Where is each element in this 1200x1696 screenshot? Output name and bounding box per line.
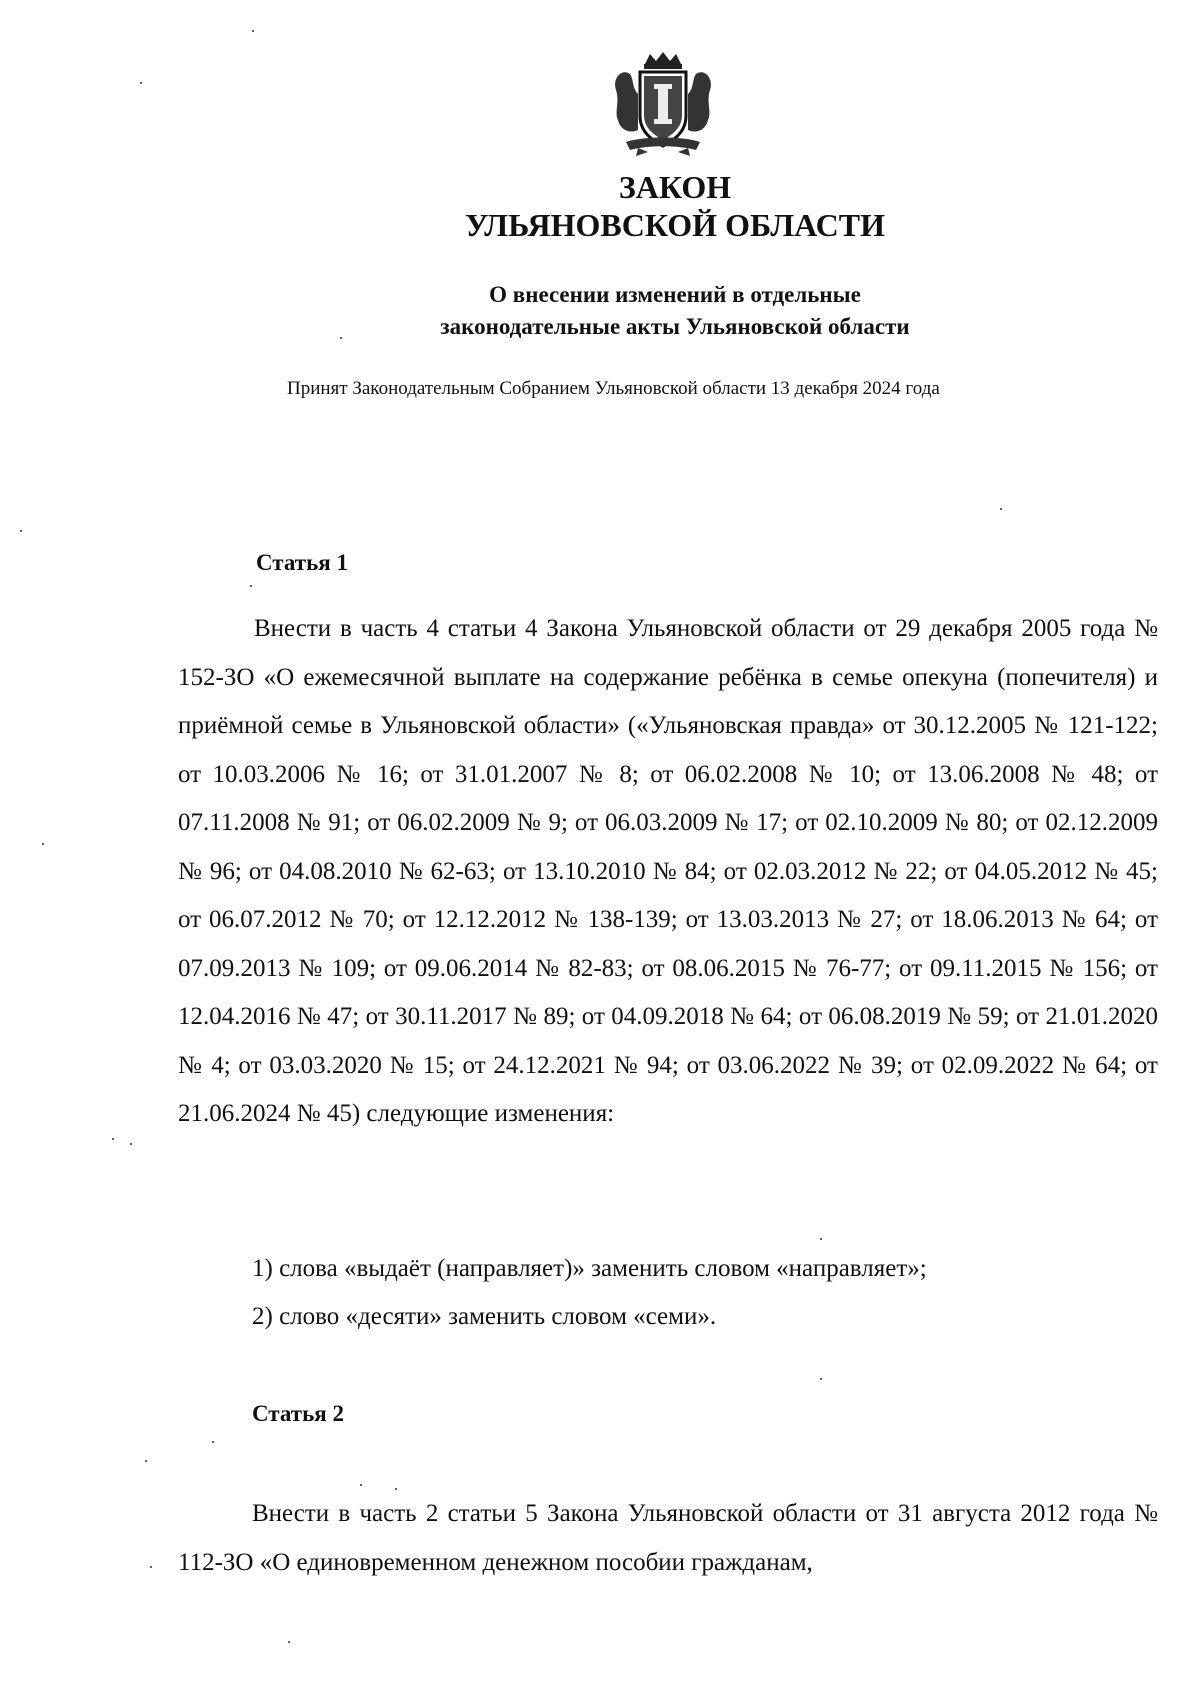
- scan-speck: [820, 1378, 822, 1380]
- article-2-text: Внести в часть 2 статьи 5 Закона Ульяновской области от 31 августа 2012 года № 112-ЗО «О единовременном денежном пособии гражданам,: [178, 1500, 1158, 1576]
- article-1-text: Внести в часть 4 статьи 4 Закона Ульяновской области от 29 декабря 2005 года № 152-ЗО «О ежемесячной выплате на содержание ребёнка в семье опекуна (попечителя) и приёмной семье в Ульяновской области» («Ульяновская правда» от 30.12.2005 № 121-122; от 10.03.2006 № 16; от 31.01.2007 № 8; от 06.02.2008 № 10; от 13.06.2008 № 48; от 07.11.2008 № 91; от 06.02.2009 № 9; от 06.03.2009 № 17; от 02.10.2009 № 80; от 02.12.2009 № 96; от 04.08.2010 № 62-63; от 13.10.2010 № 84; от 02.03.2012 № 22; от 04.05.2012 № 45; от 06.07.2012 № 70; от 12.12.2012 № 138-139; от 13.03.2013 № 27; от 18.06.2013 № 64; от 07.09.2013 № 109; от 09.06.2014 № 82-83; от 08.06.2015 № 76-77; от 09.11.2015 № 156; от 12.04.2016 № 47; от 30.11.2017 № 89; от 04.09.2018 № 64; от 06.08.2019 № 59; от 21.01.2020 № 4; от 03.03.2020 № 15; от 24.12.2021 № 94; от 03.06.2022 № 39; от 02.09.2022 № 64; от 21.06.2024 № 45) следующие изменения:: [178, 615, 1158, 1127]
- article-1-item-1: 1) слова «выдаёт (направляет)» заменить словом «направляет»;: [252, 1255, 927, 1282]
- scan-speck: [112, 1138, 114, 1140]
- article-1-title: Статья 1: [256, 550, 348, 575]
- law-subject-line2: законодательные акты Ульяновской области: [440, 314, 910, 339]
- scan-speck: [360, 1484, 362, 1486]
- scan-speck: [145, 1460, 147, 1462]
- scan-speck: [820, 1238, 822, 1240]
- article-2-title: Статья 2: [252, 1401, 344, 1426]
- scan-speck: [20, 530, 22, 532]
- document-type-title: ЗАКОН: [618, 169, 732, 205]
- region-title: УЛЬЯНОВСКОЙ ОБЛАСТИ: [464, 207, 886, 243]
- scan-speck: [130, 1143, 132, 1145]
- scan-speck: [395, 1488, 397, 1490]
- article-1-item-2: 2) слово «десяти» заменить словом «семи».: [252, 1303, 717, 1330]
- scan-speck: [150, 1566, 152, 1568]
- coat-of-arms-emblem: [608, 50, 718, 158]
- adoption-note: Принят Законодательным Собранием Ульяновской области 13 декабря 2024 года: [287, 378, 940, 399]
- scan-speck: [250, 585, 252, 587]
- scan-speck: [212, 1441, 214, 1443]
- scan-speck: [252, 30, 254, 32]
- scan-speck: [140, 82, 142, 84]
- scan-speck: [42, 843, 44, 845]
- scan-speck: [340, 337, 342, 339]
- scan-speck: [1000, 508, 1002, 510]
- scan-speck: [288, 1641, 290, 1643]
- law-subject-line1: О внесении изменений в отдельные: [489, 282, 861, 307]
